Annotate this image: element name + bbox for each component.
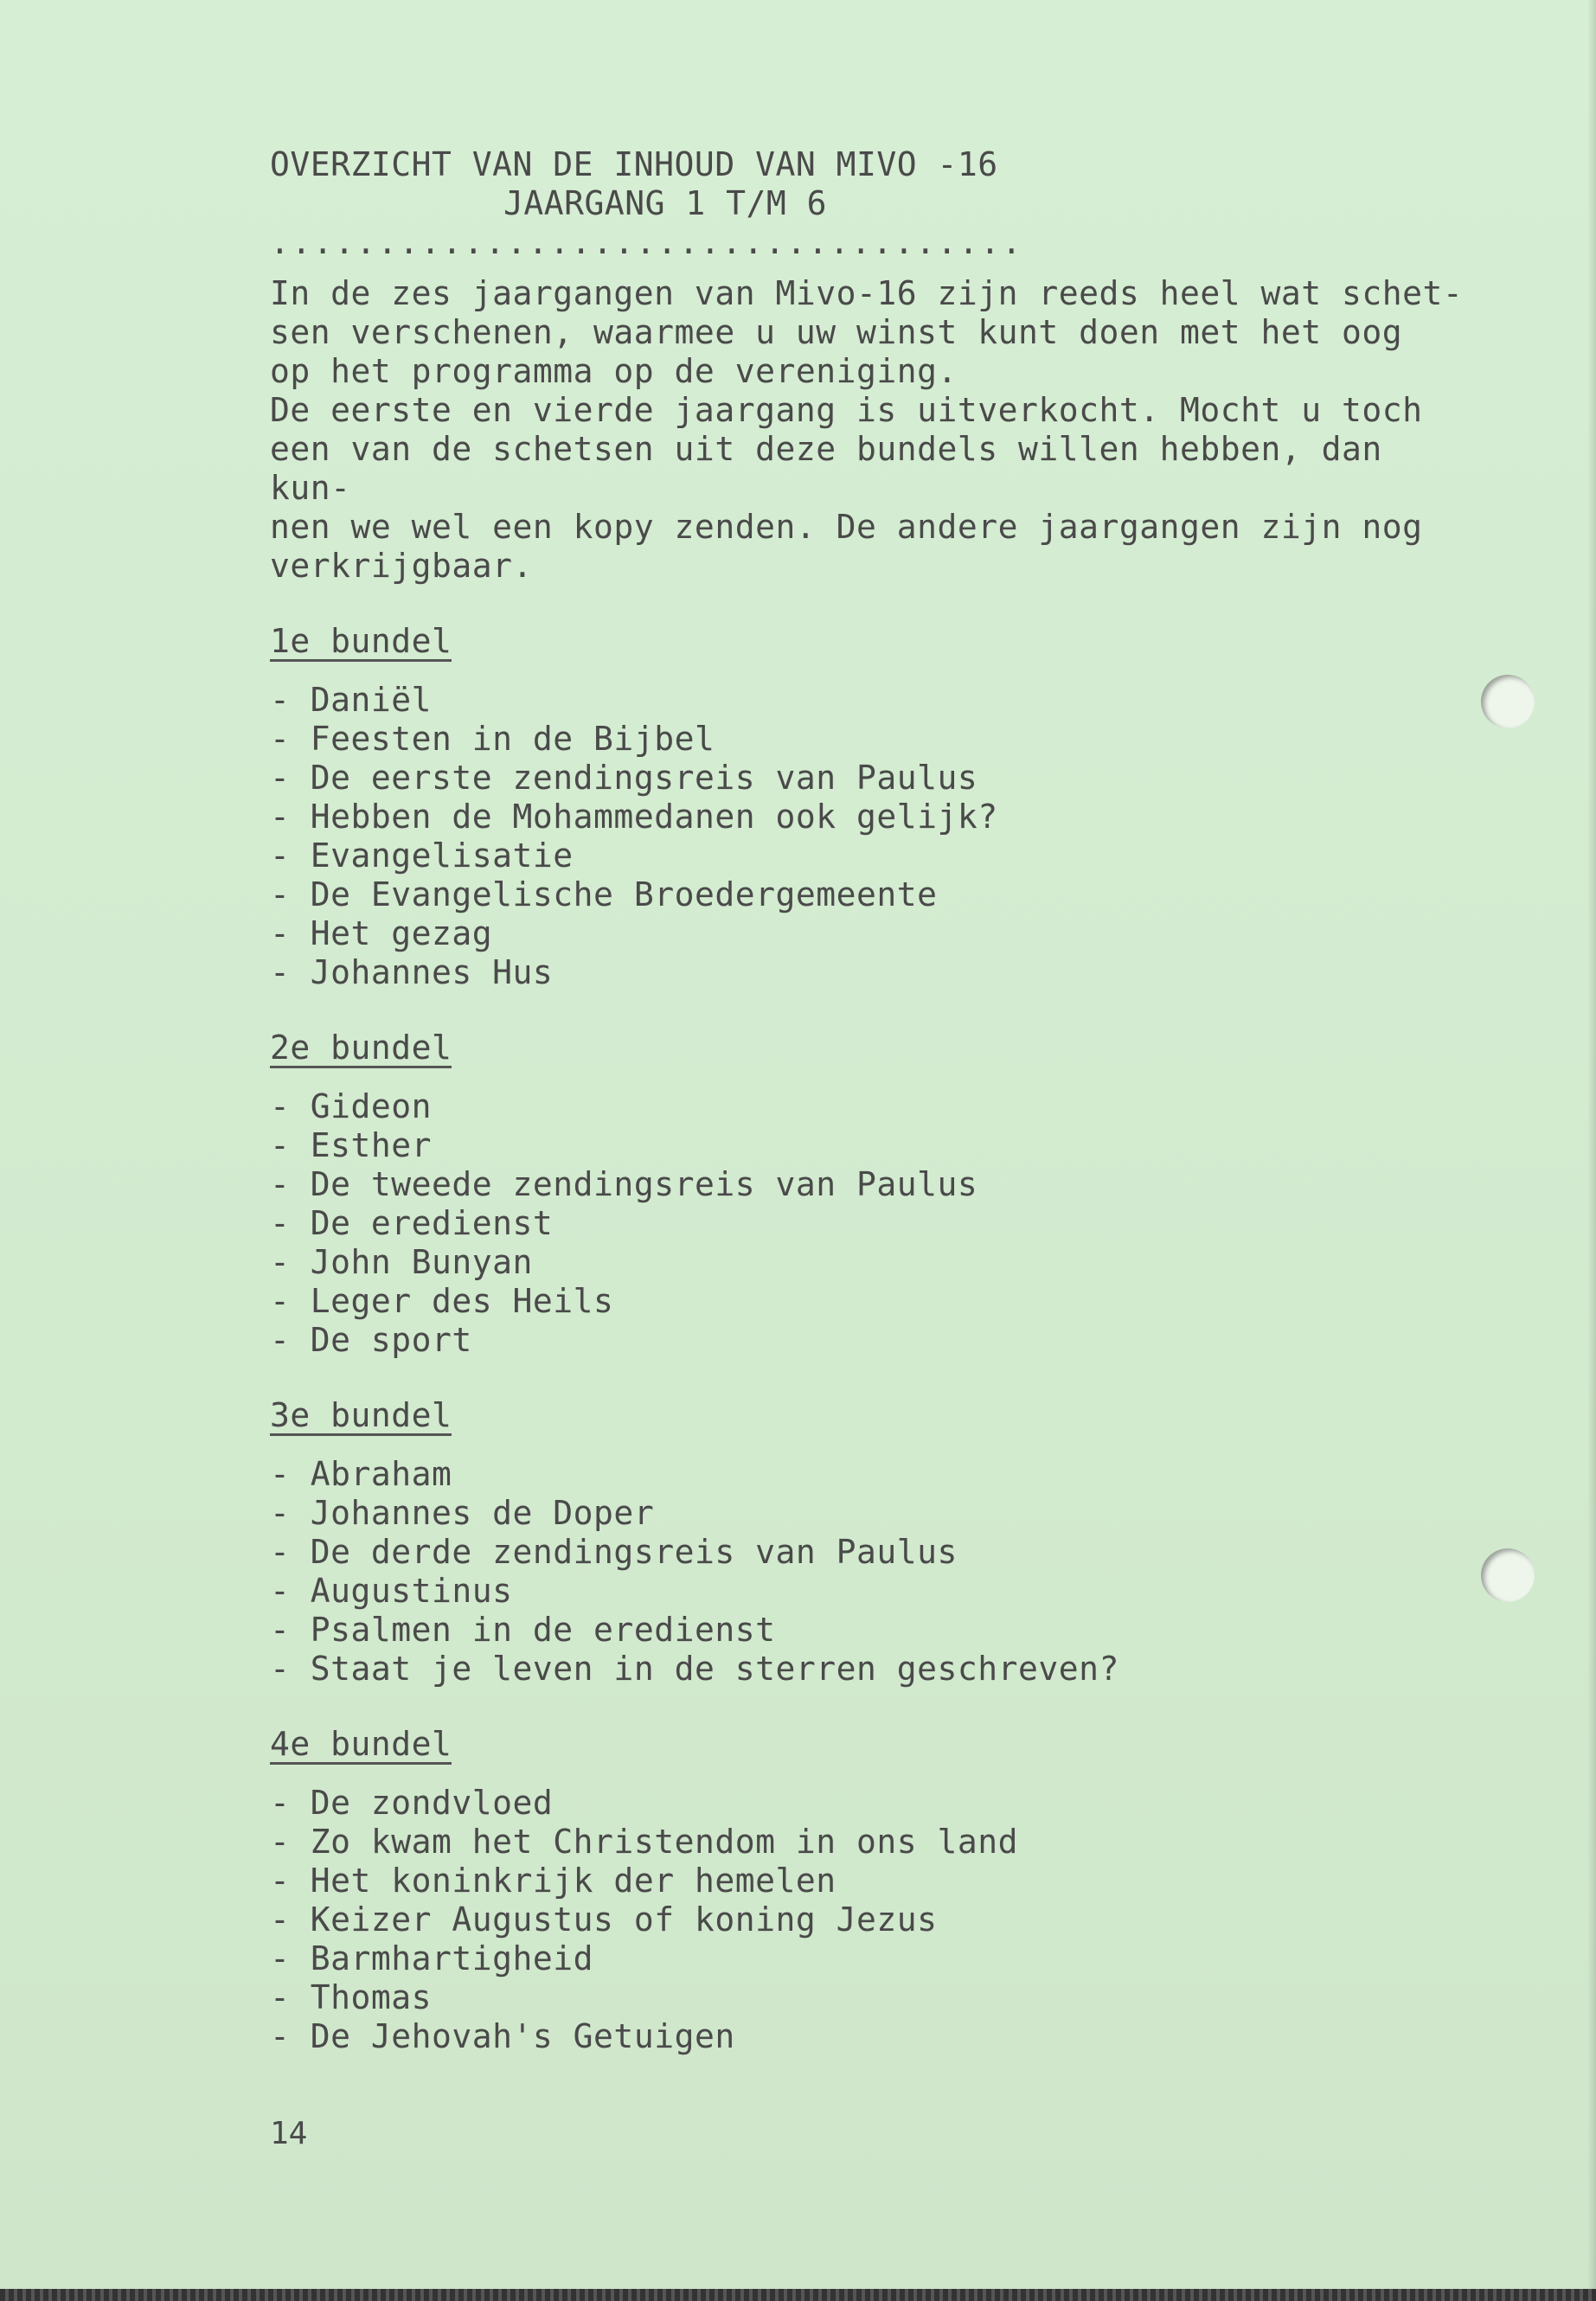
document-subtitle: JAARGANG 1 T/M 6 (503, 184, 828, 222)
list-item: - De zondvloed (270, 1784, 1481, 1823)
list-item: - Esther (270, 1126, 1481, 1165)
bundle-item-list (270, 681, 1481, 992)
list-item: - Gideon (270, 1087, 1481, 1126)
scan-bottom-edge (0, 2289, 1596, 2301)
list-item: - De sport (270, 1321, 1481, 1360)
intro-line: De eerste en vierde jaargang is uitverkocht. Mocht u toch (270, 391, 1423, 429)
list-item: - Zo kwam het Christendom in ons land (270, 1823, 1481, 1862)
bundle-item-list (270, 1455, 1481, 1689)
list-item: - Hebben de Mohammedanen ook gelijk? (270, 798, 1481, 836)
document-title: OVERZICHT VAN DE INHOUD VAN MIVO -16 (270, 145, 998, 183)
bundle-4 (270, 1725, 1481, 2056)
list-item: - Psalmen in de eredienst (270, 1611, 1481, 1650)
intro-line: een van de schetsen uit deze bundels willen hebben, dan kun- (270, 430, 1382, 507)
bundle-3 (270, 1396, 1481, 1689)
bundle-title: 3e bundel (270, 1396, 452, 1434)
list-item: - Het gezag (270, 914, 1481, 953)
punch-hole (1481, 675, 1535, 728)
bundle-title: 4e bundel (270, 1725, 452, 1763)
list-item: - Augustinus (270, 1572, 1481, 1611)
list-item: - De tweede zendingsreis van Paulus (270, 1165, 1481, 1204)
list-item: - Johannes de Doper (270, 1494, 1481, 1533)
intro-line: op het programma op de vereniging. (270, 352, 958, 390)
list-item: - De eredienst (270, 1204, 1481, 1243)
intro-line: nen we wel een kopy zenden. De andere jaargangen zijn nog (270, 508, 1423, 546)
list-item: - Johannes Hus (270, 953, 1481, 992)
intro-line: verkrijgbaar. (270, 547, 533, 585)
list-item: - Staat je leven in de sterren geschreven? (270, 1650, 1481, 1689)
intro-line: sen verschenen, waarmee u uw winst kunt doen met het oog (270, 313, 1403, 351)
list-item: - Leger des Heils (270, 1282, 1481, 1321)
list-item: - Abraham (270, 1455, 1481, 1494)
bundle-title: 1e bundel (270, 622, 452, 660)
bundle-1 (270, 622, 1481, 992)
bundle-item-list (270, 1087, 1481, 1360)
list-item: - Barmhartigheid (270, 1939, 1481, 1978)
page-edge-shadow (1587, 0, 1596, 2301)
title-dotted-rule: ................................... (270, 223, 1023, 261)
list-item: - Keizer Augustus of koning Jezus (270, 1900, 1481, 1939)
list-item: - De Jehovah's Getuigen (270, 2017, 1481, 2056)
list-item: - De eerste zendingsreis van Paulus (270, 759, 1481, 798)
list-item: - De derde zendingsreis van Paulus (270, 1533, 1481, 1572)
list-item: - Het koninkrijk der hemelen (270, 1862, 1481, 1900)
intro-line: In de zes jaargangen van Mivo-16 zijn reeds heel wat schet- (270, 274, 1464, 312)
intro-paragraph (270, 274, 1481, 586)
bundle-title: 2e bundel (270, 1029, 452, 1067)
page-number: 14 (270, 2116, 308, 2151)
list-item: - Feesten in de Bijbel (270, 720, 1481, 759)
list-item: - Daniël (270, 681, 1481, 720)
list-item: - John Bunyan (270, 1243, 1481, 1282)
bundle-item-list (270, 1784, 1481, 2056)
list-item: - Thomas (270, 1978, 1481, 2017)
punch-hole (1481, 1548, 1535, 1602)
list-item: - Evangelisatie (270, 836, 1481, 875)
page-content (270, 145, 1481, 2056)
bundle-2 (270, 1029, 1481, 1360)
list-item: - De Evangelische Broedergemeente (270, 875, 1481, 914)
